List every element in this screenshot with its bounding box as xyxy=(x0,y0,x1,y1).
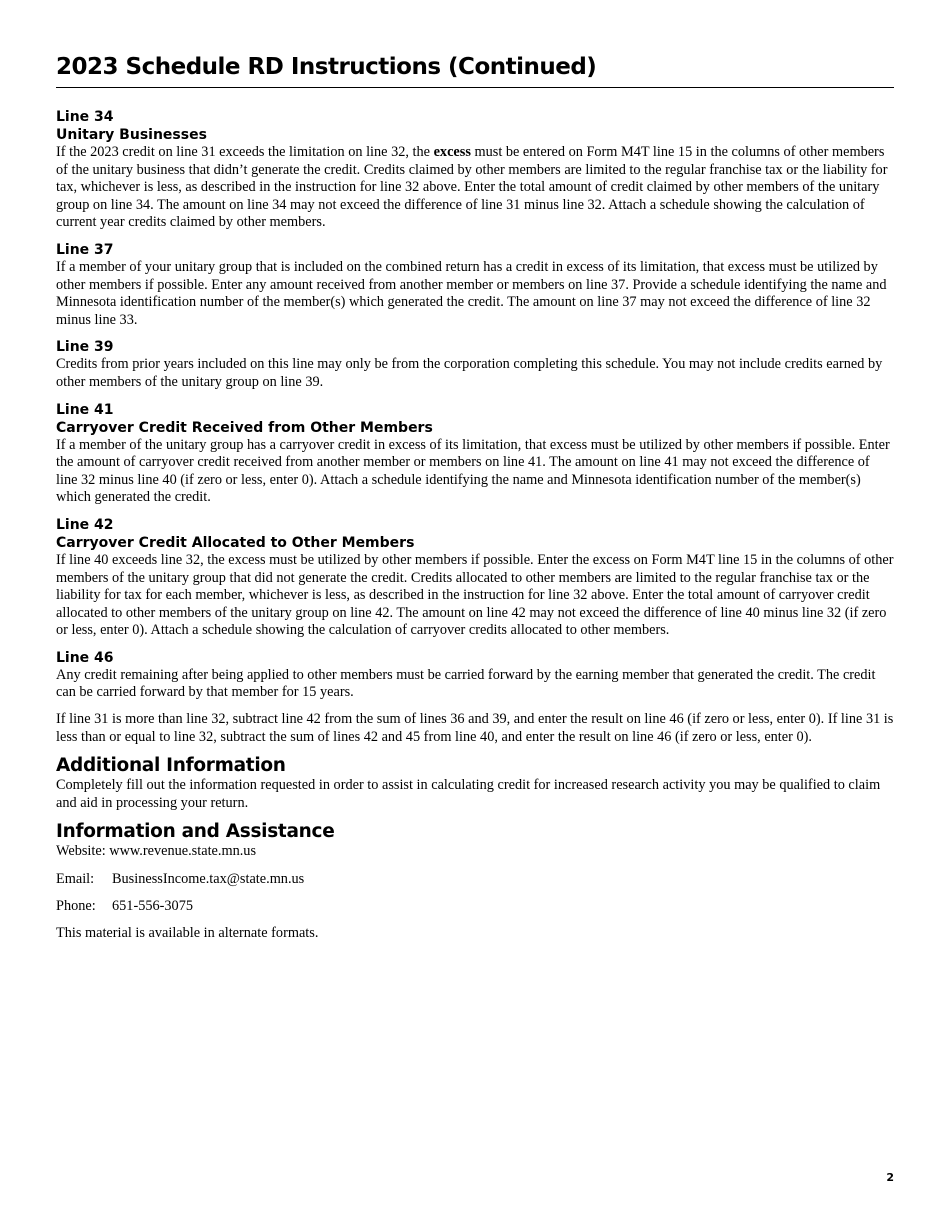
line-34-bold-word: excess xyxy=(433,144,471,160)
line-41-text: If a member of the unitary group has a carryover credit in excess of its limitation, that excess must be utilized by other members if possible. Enter the amount of carryover credit received from another member or members on line 41. The amount on line 41 may not exceed the difference of line 32 minus line 40 (if zero or less, enter 0). Attach a schedule identifying the name and Minnesota identification number of the member(s) which generated the credit. xyxy=(56,436,890,506)
section-line-34 xyxy=(56,108,894,232)
line-34-subheading: Unitary Businesses xyxy=(56,127,207,143)
phone-number: 651-556-3075 xyxy=(112,897,194,914)
phone-label: Phone: xyxy=(56,897,96,914)
line-46-text-2: If line 31 is more than line 32, subtract line 42 from the sum of lines 36 and 39, and enter the result on line 46 (if zero or less, enter 0). If line 31 is less than or equal to line 32, subtract the sum of lines 42 and 45 from line 40, and enter the result on line 46 (if zero or less, enter 0). xyxy=(56,711,894,745)
page-number: 2 xyxy=(886,1171,894,1184)
page-title: 2023 Schedule RD Instructions (Continued) xyxy=(56,50,894,88)
website-line xyxy=(56,843,894,861)
line-34-heading: Line 34 xyxy=(56,109,114,125)
phone-line xyxy=(56,898,894,916)
section-line-46 xyxy=(56,649,894,746)
website-label: Website: xyxy=(56,843,106,860)
instructions-content xyxy=(56,108,894,952)
line-37-heading: Line 37 xyxy=(56,241,114,258)
section-line-39 xyxy=(56,338,894,391)
line-34-text-end: must be entered on Form M4T line 15 in the columns of other members of the unitary business that didn’t generate the credit. Credits claimed by other members are limited to the regular franchise tax or the liability for tax, whichever is less, as described in the instruction for line 32 above. Enter the total amount of credit claimed by other members of the unitary group on line 34. The amount on line 34 may not exceed the difference of line 31 minus line 32. Attach a schedule showing the calculation of current year credits claimed by other members. xyxy=(56,144,888,231)
email-label: Email: xyxy=(56,870,95,887)
line-42-heading: Line 42 xyxy=(56,516,114,533)
email-line xyxy=(56,871,894,889)
section-line-41 xyxy=(56,401,894,507)
alternate-formats-note: This material is available in alternate formats. xyxy=(56,924,319,941)
additional-information-heading: Additional Information xyxy=(56,755,286,777)
line-39-text: Credits from prior years included on this line may only be from the corporation completing this schedule. You may not include credits earned by other members of the unitary group on line 39. xyxy=(56,356,883,390)
section-line-42 xyxy=(56,516,894,640)
information-assistance-heading: Information and Assistance xyxy=(56,821,335,843)
additional-information-text: Completely fill out the information requested in order to assist in calculating credit for increased research activity you may be qualified to claim and aid in processing your return. xyxy=(56,777,881,811)
section-additional-information xyxy=(56,755,894,812)
line-34-text xyxy=(56,144,894,232)
line-46-heading: Line 46 xyxy=(56,649,114,666)
email-link[interactable]: BusinessIncome.tax@state.mn.us xyxy=(112,870,305,887)
line-42-text: If line 40 exceeds line 32, the excess must be utilized by other members if possible. Enter the excess on Form M4T line 15 in the columns of other members of the unitary group that did not generate the credit. Credits allocated to other members are limited to the regular franchise tax or the liability for tax for each member, whichever is less, as described in the instruction for line 32 above. Enter the total amount of carryover credit allocated to other members of the unitary group on line 42. The amount on line 42 may not exceed the difference of line 40 minus line 32 (if zero or less, enter 0). Attach a schedule showing the calculation of carryover credits allocated to other members. xyxy=(56,551,894,639)
line-37-text: If a member of your unitary group that is included on the combined return has a credit in excess of its limitation, that excess must be utilized by other members if possible. Enter any amount received from another member or members on line 37. Provide a schedule identifying the name and Minnesota identification number of the member(s) which generated the credit. The amount on line 37 may not exceed the difference of line 32 minus line 33. xyxy=(56,258,887,328)
line-46-text-1: Any credit remaining after being applied to other members must be carried forward by the earning member that generated the credit. The credit can be carried forward by that member for 15 years. xyxy=(56,666,876,701)
line-42-subheading: Carryover Credit Allocated to Other Members xyxy=(56,534,415,551)
line-39-heading: Line 39 xyxy=(56,339,114,356)
paragraph-gap xyxy=(56,702,894,711)
line-34-text-start: If the 2023 credit on line 31 exceeds the limitation on line 32, the xyxy=(56,144,434,160)
section-information-assistance xyxy=(56,821,894,942)
website-link[interactable]: www.revenue.state.mn.us xyxy=(109,843,257,860)
line-41-subheading: Carryover Credit Received from Other Members xyxy=(56,419,433,436)
section-line-37 xyxy=(56,241,894,329)
line-41-heading: Line 41 xyxy=(56,401,114,418)
